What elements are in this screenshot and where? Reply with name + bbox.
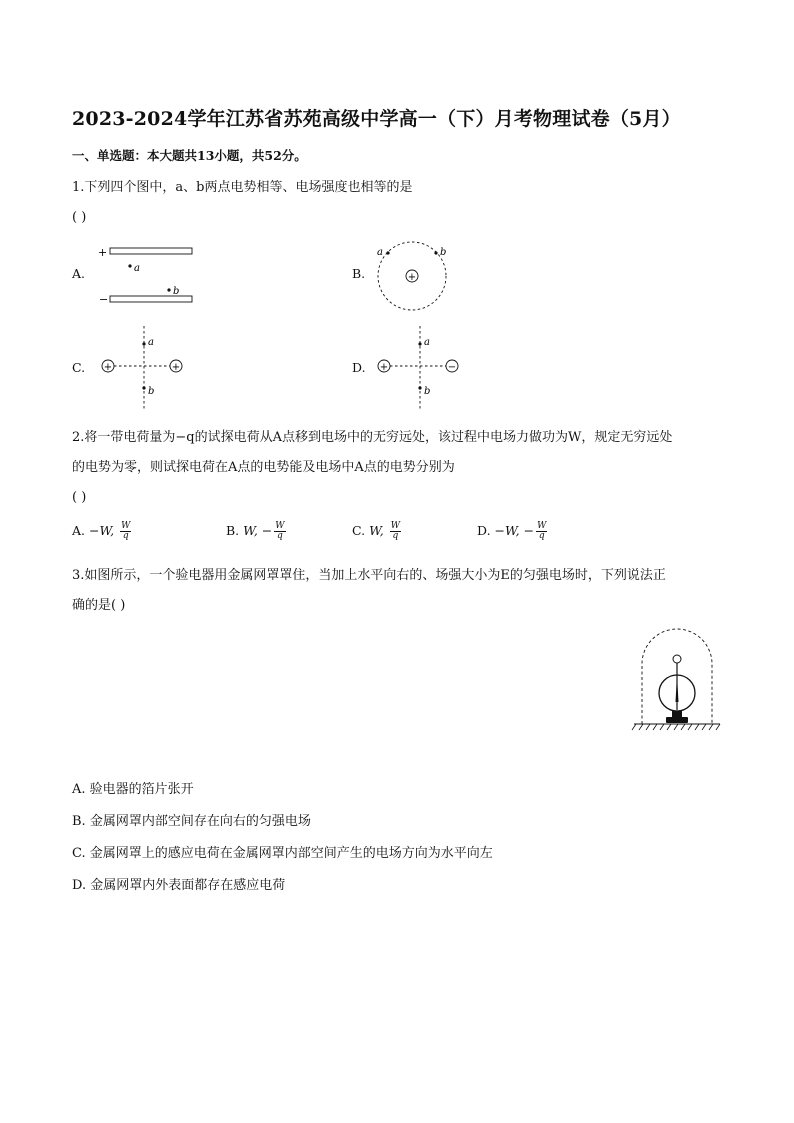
q2-choice-b [226, 522, 286, 541]
fig-c-point-a [142, 342, 145, 345]
q2-choice-d-energy: −W, [494, 523, 520, 538]
q3-electroscope-figure [630, 626, 724, 742]
q3-option-b: B. 金属网罩内部空间存在向右的匀强电场 [72, 814, 311, 829]
fig-b-label-b: b [440, 247, 447, 258]
q2-choice-c-denominator: q [392, 531, 399, 541]
q2-choice-a-label: A. [72, 523, 86, 538]
q1-stem: 1.下列四个图中，a、b两点电势相等、电场强度也相等的是 [72, 180, 413, 195]
q3-stem-line2: 确的是( ) [72, 598, 126, 613]
fig-a-top-plate [110, 248, 192, 254]
fig-c-label-b: b [148, 386, 155, 397]
q2-choice-d-sign: − [523, 523, 535, 538]
fig-a-point-a [128, 264, 131, 267]
fig-c-label-a: a [148, 337, 154, 348]
q3-stem-line1: 3.如图所示，一个验电器用金属网罩罩住，当加上水平向右的、场强大小为E的匀强电场时，下列说法正 [72, 568, 666, 583]
q2-stem-line2: 的电势为零，则试探电荷在A点的电势能及电场中A点的电势分别为 [72, 460, 455, 475]
q2-choice-c-numerator: W [390, 521, 400, 531]
q2-choice-b-numerator: W [275, 521, 285, 531]
q2-choice-a [72, 522, 131, 541]
q2-choice-d [477, 522, 547, 541]
fig-a-label-b: b [173, 286, 180, 297]
fig-d-label-a: a [424, 337, 430, 348]
section-heading: 一、单选题：本大题共13小题，共52分。 [72, 148, 307, 163]
q1-option-c-label: C. [72, 360, 86, 375]
fig-d-point-b [418, 386, 421, 389]
q3-option-a: A. 验电器的箔片张开 [72, 782, 194, 797]
q2-choice-a-numerator: W [121, 521, 131, 531]
fig-a-point-b [167, 288, 170, 291]
fig-c-right-sign: + [171, 362, 181, 373]
q2-choice-a-denominator: q [122, 531, 129, 541]
ground-hatching-icon [632, 724, 720, 730]
q1-figure-a [96, 240, 206, 310]
fig-b-point-a [386, 251, 389, 254]
fig-a-label-a: a [134, 263, 140, 274]
fig-a-minus-sign: − [99, 293, 109, 306]
q2-choice-c-label: C. [352, 523, 366, 538]
electroscope-stem-icon [672, 711, 682, 717]
fig-b-charge-sign: + [407, 272, 417, 283]
q2-choice-b-energy: W, [243, 523, 258, 538]
q2-choice-b-denominator: q [277, 531, 283, 541]
q2-choice-c-fraction [390, 522, 401, 541]
fig-a-bottom-plate [110, 296, 192, 302]
q2-choice-d-fraction [536, 522, 547, 541]
q1-option-a-label: A. [72, 266, 86, 281]
q1-figure-d [374, 324, 466, 412]
q2-choice-c [352, 522, 401, 541]
q2-choice-b-fraction [274, 522, 285, 541]
fig-d-label-b: b [424, 386, 431, 397]
q2-choice-b-sign: − [261, 523, 273, 538]
fig-b-point-b [434, 251, 437, 254]
fig-c-point-b [142, 386, 145, 389]
exam-title: 2023-2024学年江苏省苏苑高级中学高一（下）月考物理试卷（5月） [72, 108, 681, 130]
q2-choice-b-label: B. [226, 523, 240, 538]
q2-stem-line1: 2.将一带电荷量为−q的试探电荷从A点移到电场中的无穷远处，该过程中电场力做功为W，规定无穷远处 [72, 430, 673, 445]
q1-figure-c [98, 324, 190, 412]
q2-paren: ( ) [72, 490, 87, 505]
q1-paren: ( ) [72, 210, 87, 225]
electroscope-base-icon [666, 717, 688, 723]
q3-option-d: D. 金属网罩内外表面都存在感应电荷 [72, 878, 286, 893]
q2-choice-d-denominator: q [538, 531, 545, 541]
q2-choice-a-energy: −W, [89, 523, 115, 538]
q1-option-b-label: B. [352, 266, 366, 281]
fig-b-label-a: a [377, 247, 383, 258]
q2-choice-d-numerator: W [537, 521, 547, 531]
fig-a-plus-sign: + [98, 246, 108, 259]
q3-option-c: C. 金属网罩上的感应电荷在金属网罩内部空间产生的电场方向为水平向左 [72, 846, 493, 861]
fig-d-point-a [418, 342, 421, 345]
fig-d-left-sign: + [379, 362, 389, 373]
fig-c-left-sign: + [103, 362, 113, 373]
q1-option-d-label: D. [352, 360, 366, 375]
q1-figure-b [372, 238, 456, 314]
q2-choice-a-fraction [120, 522, 131, 541]
q2-choice-d-label: D. [477, 523, 491, 538]
electroscope-knob-icon [673, 655, 681, 663]
q2-choice-c-energy: W, [369, 523, 384, 538]
fig-d-right-sign: − [447, 362, 457, 373]
